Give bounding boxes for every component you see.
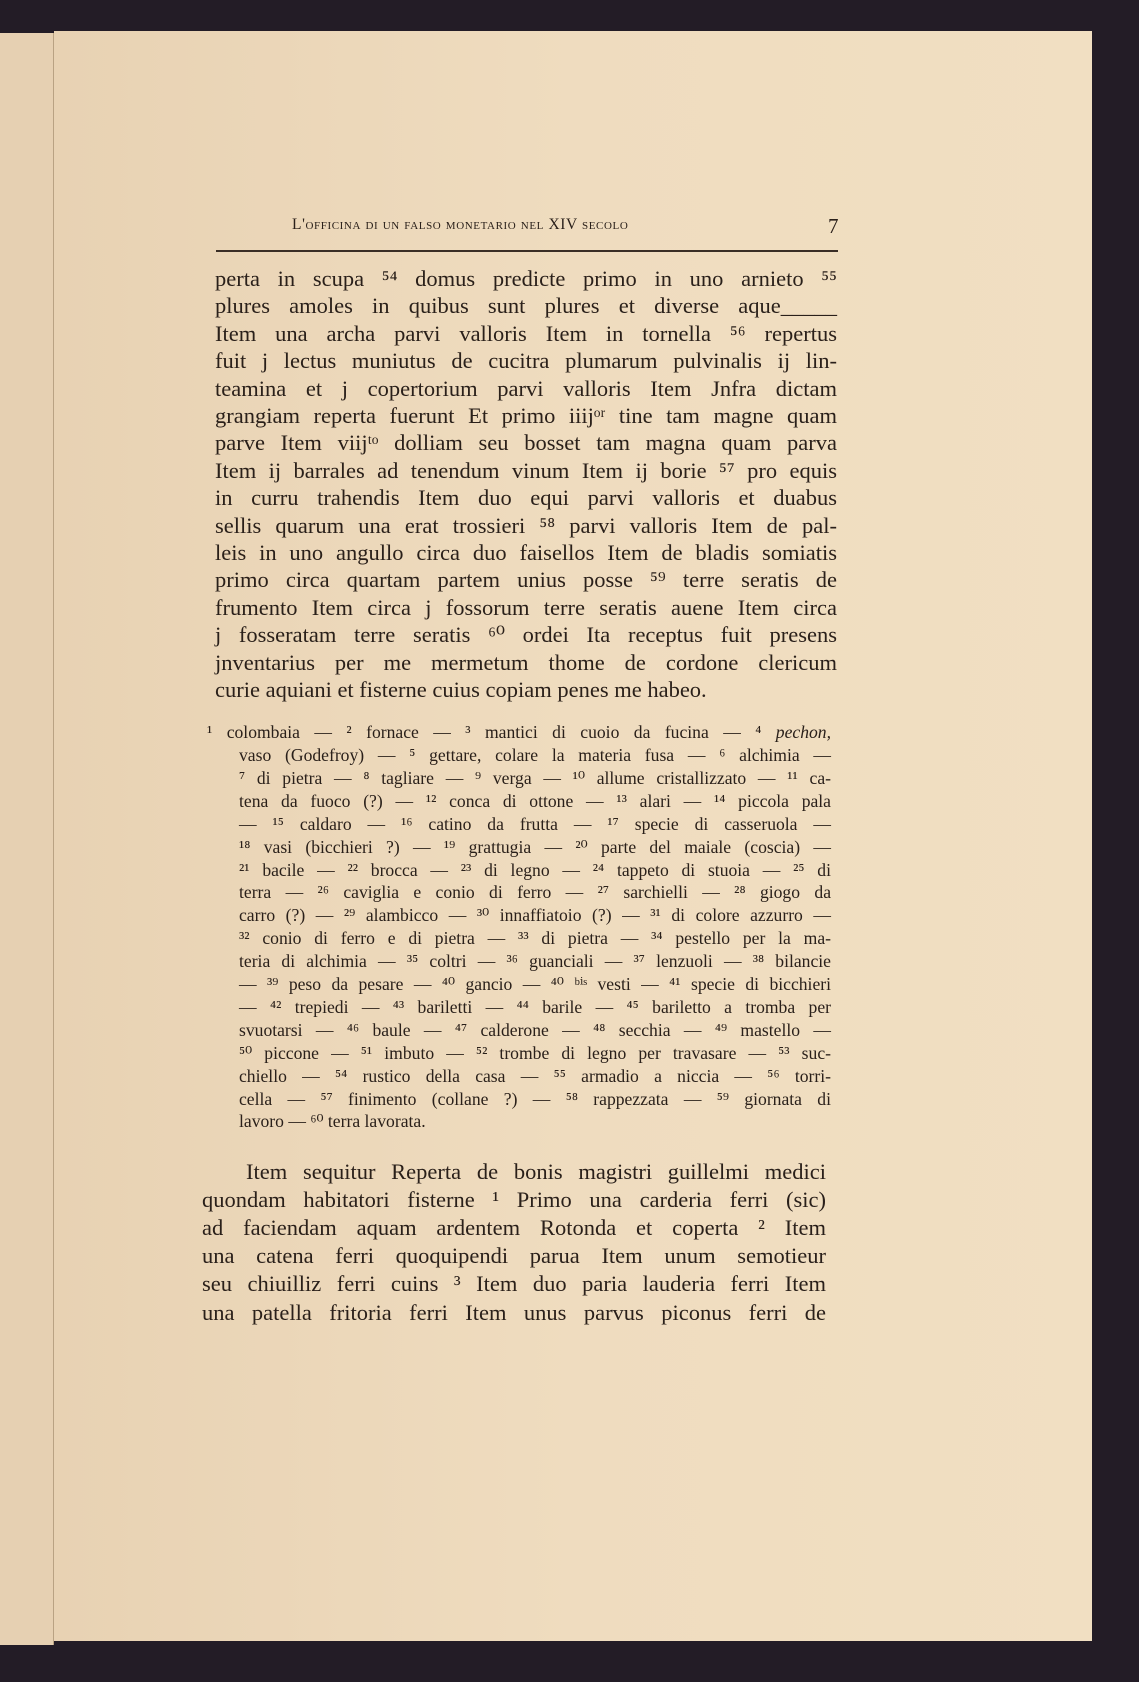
body-line: primo circa quartam partem unius posse ⁵⁹ terre seratis de	[215, 567, 837, 593]
footnote-line: — ⁴² trepiedi — ⁴³ bariletti — ⁴⁴ barile — ⁴⁵ bariletto a tromba per	[239, 996, 831, 1017]
body-line: parve Item viijᵗᵒ dolliam seu bosset tam magna quam parva	[215, 430, 837, 456]
body-line: frumento Item circa j fossorum terre seratis auene Item circa	[215, 594, 837, 620]
page-number: 7	[828, 214, 839, 238]
body-line: jnventarius per me mermetum thome de cordone clericum	[215, 649, 837, 675]
body-line: curie aquiani et fisterne cuius copiam penes me habeo.	[215, 677, 707, 702]
paragraph-line: quondam habitatori fisterne ¹ Primo una carderia ferri (sic)	[202, 1187, 826, 1213]
body-line: sellis quarum una erat trossieri ⁵⁸ parvi valloris Item de pal-	[215, 512, 837, 538]
paragraph-line: seu chiuilliz ferri cuins ³ Item duo paria lauderia ferri Item	[202, 1271, 826, 1297]
footnote-line: ⁷ di pietra — ⁸ tagliare — ⁹ verga — ¹⁰ allume cristallizzato — ¹¹ ca-	[239, 767, 831, 788]
footnote-line: ⁵⁰ piccone — ⁵¹ imbuto — ⁵² trombe di legno per travasare — ⁵³ suc-	[239, 1042, 831, 1063]
paragraph-line: Item sequitur Reperta de bonis magistri guillelmi medici	[246, 1159, 826, 1184]
footnote-line: svuotarsi — ⁴⁶ baule — ⁴⁷ calderone — ⁴⁸ secchia — ⁴⁹ mastello —	[239, 1019, 831, 1040]
footnote-text: ¹ colombaia — ² fornace — ³ mantici di cuoio da fucina — ⁴	[207, 722, 776, 742]
body-line: in curru trahendis Item duo equi parvi valloris et duabus	[215, 485, 837, 511]
footnote-line: lavoro — ⁶⁰ terra lavorata.	[239, 1111, 426, 1132]
footnote-line: vaso (Godefroy) — ⁵ gettare, colare la materia fusa — ⁶ alchimia —	[239, 745, 831, 765]
footnote-line: carro (?) — ²⁹ alambicco — ³⁰ innaffiatoio (?) — ³¹ di colore azzurro —	[239, 905, 831, 926]
footnote-italic-term: pechon,	[775, 722, 831, 742]
body-line: Item una archa parvi valloris Item in tornella ⁵⁶ repertus	[215, 320, 837, 346]
body-line: Item ij barrales ad tenendum vinum Item ij borie ⁵⁷ pro equis	[215, 457, 837, 483]
footnote-line: ²¹ bacile — ²² brocca — ²³ di legno — ²⁴ tappeto di stuoia — ²⁵ di	[239, 859, 831, 880]
footnote-line: cella — ⁵⁷ finimento (collane ?) — ⁵⁸ rappezzata — ⁵⁹ giornata di	[239, 1088, 831, 1109]
body-line: fuit j lectus muniutus de cucitra plumarum pulvinalis ij lin-	[215, 348, 837, 374]
footnote-line: ¹⁸ vasi (bicchieri ?) — ¹⁹ grattugia — ²⁰ parte del maiale (coscia) —	[239, 836, 831, 857]
paragraph-line: una catena ferri quoquipendi parua Item unum semotieur	[202, 1243, 826, 1269]
body-line: plures amoles in quibus sunt plures et diverse aque_____	[215, 293, 837, 319]
footnote-line: — ³⁹ peso da pesare — ⁴⁰ gancio — ⁴⁰ ᵇⁱˢ vesti — ⁴¹ specie di bicchieri	[239, 974, 831, 994]
body-line: grangiam reperta fuerunt Et primo iiijᵒʳ tine tam magne quam	[215, 403, 837, 428]
footnote-line: — ¹⁵ caldaro — ¹⁶ catino da frutta — ¹⁷ specie di casseruola —	[239, 813, 831, 834]
footnote-line: tena da fuoco (?) — ¹² conca di ottone — ¹³ alari — ¹⁴ piccola pala	[239, 790, 831, 811]
footnote-line: terra — ²⁶ caviglia e conio di ferro — ²⁷ sarchielli — ²⁸ giogo da	[239, 882, 831, 903]
footnote-line: ³² conio di ferro e di pietra — ³³ di pietra — ³⁴ pestello per la ma-	[239, 928, 831, 949]
paragraph-line: ad faciendam aquam ardentem Rotonda et coperta ² Item	[202, 1215, 826, 1241]
footnote-line: chiello — ⁵⁴ rustico della casa — ⁵⁵ armadio a niccia — ⁵⁶ torri-	[239, 1065, 831, 1086]
body-line: teamina et j copertorium parvi valloris Item Jnfra dictam	[215, 375, 837, 401]
footnote-line	[207, 722, 831, 743]
paragraph-line: una patella fritoria ferri Item unus parvus piconus ferri de	[202, 1299, 826, 1325]
footnote-line: teria di alchimia — ³⁵ coltri — ³⁶ guanciali — ³⁷ lenzuoli — ³⁸ bilancie	[239, 951, 831, 972]
body-line: j fosseratam terre seratis ⁶⁰ ordei Ita receptus fuit presens	[215, 622, 837, 648]
running-title: L'officina di un falso monetario nel XIV secolo	[292, 216, 629, 233]
facing-page-edge	[0, 33, 54, 1645]
body-line: leis in uno angullo circa duo faisellos Item de bladis somiatis	[215, 540, 837, 565]
body-line: perta in scupa ⁵⁴ domus predicte primo in uno arnieto ⁵⁵	[215, 266, 837, 291]
header-rule	[216, 250, 838, 252]
